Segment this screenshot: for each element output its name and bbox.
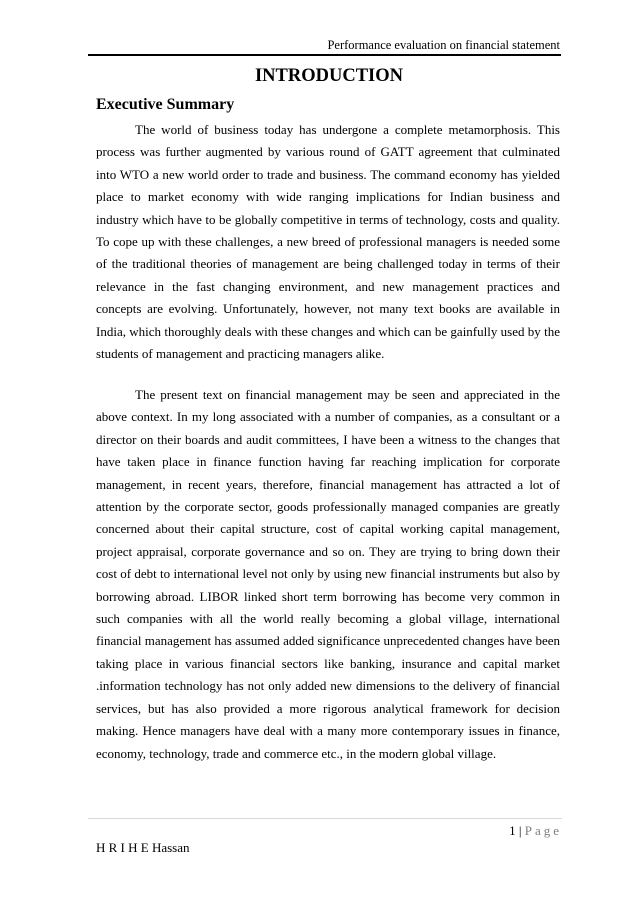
page-number-value: 1 [509, 823, 516, 838]
page-number [509, 823, 562, 839]
running-header: Performance evaluation on financial statement [327, 38, 560, 52]
body-paragraph-1: The world of business today has undergone a complete metamorphosis. This process was further augmented by various round of GATT agreement that culminated into WTO a new world order to trade and business. The command economy has yielded place to market economy with wide ranging implications for Indian business and industry which have to be globally competitive in terms of technology, costs and quality. To cope up with these challenges, a new breed of professional managers is needed some of the traditional theories of management are being challenged today in terms of their relevance in the fast changing environment, and new management practices and concepts are evolving. Unfortunately, however, not many text books are available in India, which thoroughly deals with these changes and which can be gainfully used by the students of management and practicing managers alike. [96, 122, 560, 362]
page-label: Page [524, 823, 562, 838]
page-title: INTRODUCTION [254, 66, 404, 86]
footer-author: H R I H E Hassan [96, 840, 190, 855]
page-number-separator: | [518, 823, 522, 838]
header-divider [88, 54, 561, 56]
section-heading: Executive Summary [96, 96, 235, 113]
footer-divider [88, 818, 562, 819]
body-paragraph-2: The present text on financial management may be seen and appreciated in the above context. In my long associated with a number of companies, as a consultant or a director on their boards and audit committees, I have been a witness to the changes that have taken place in finance function having far reaching implication for corporate management, in recent years, therefore, financial management has attracted a lot of attention by the corporate sector, goods professionally managed companies are greatly concerned about their capital structure, cost of capital working capital management, project appraisal, corporate governance and so on. They are trying to bring down their cost of debt to international level not only by using new financial instruments but also by borrowing abroad. LIBOR linked short term borrowing has become very common in such companies with all the world really becoming a global village, international financial management has assumed added significance unprecedented changes have been taking place in various financial sectors like banking, insurance and capital market .information technology has not only added new dimensions to the delivery of financial services, but has also provided a more rigorous analytical framework for decision making. Hence managers have deal with a many more contemporary issues in finance, economy, technology, trade and commerce etc., in the modern global village. [96, 387, 560, 761]
